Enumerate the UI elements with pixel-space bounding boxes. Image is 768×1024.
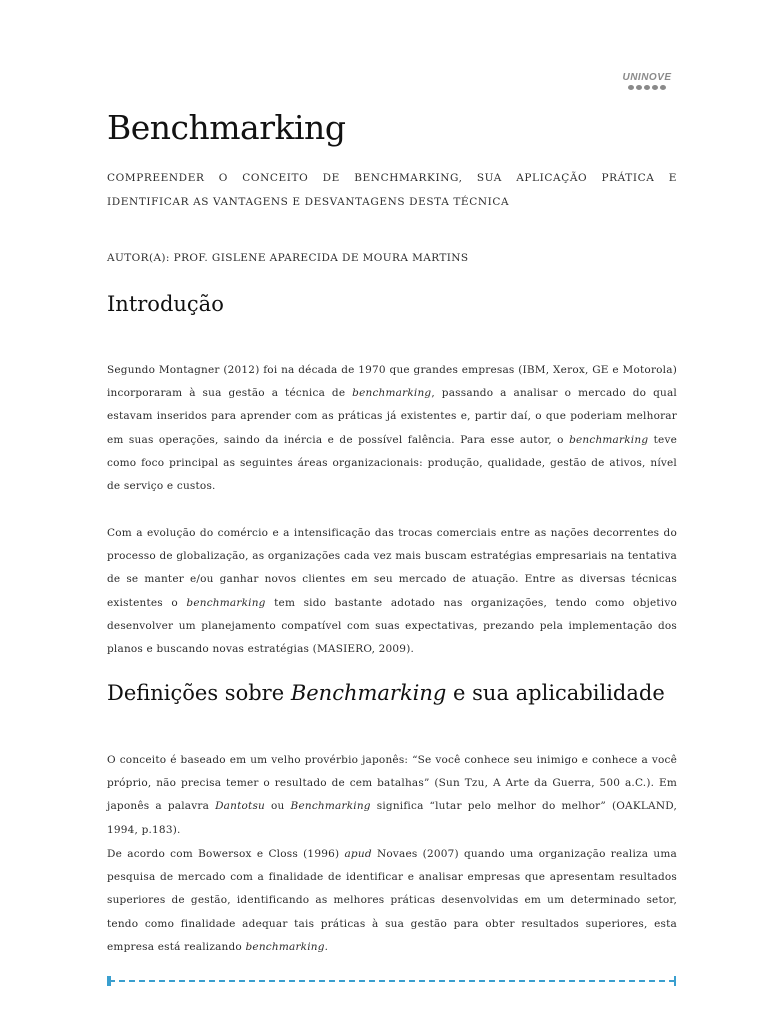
- uninove-logo: [612, 72, 682, 90]
- paragraph-intro-2: Com a evolução do comércio e a intensificação das trocas comerciais entre as nações decorrentes do processo de globalização, as organizações cada vez mais buscam estratégias empresariais na tentativa de se manter e/ou ganhar novos clientes em seu mercado de atuação. Entre as diversas técnicas existentes o benchmarking tem sido bastante adotado nas organizações, tendo como objetivo desenvolver um planejamento compatível com suas expectativas, prezando pela implementação dos planos e buscando novas estratégias (MASIERO, 2009).: [107, 527, 677, 656]
- document-title: Benchmarking: [107, 108, 346, 147]
- logo-dots: [612, 85, 682, 90]
- footer-right-marker: [674, 976, 676, 986]
- section-heading-introducao: Introdução: [107, 292, 224, 316]
- document-author: AUTOR(A): PROF. GISLENE APARECIDA DE MOURA MARTINS: [107, 252, 469, 264]
- paragraph-intro-1: Segundo Montagner (2012) foi na década de 1970 que grandes empresas (IBM, Xerox, GE e Motorola) incorporaram à sua gestão a técnica de benchmarking, passando a analisar o mercado do qual estavam inseridos para aprender com as práticas já existentes e, partir daí, o que poderiam melhorar em suas operações, saindo da inércia e de possível falência. Para esse autor, o benchmarking teve como foco principal as seguintes áreas organizacionais: produção, qualidade, gestão de ativos, nível de serviço e custos.: [107, 364, 677, 493]
- paragraph-definicoes-2: De acordo com Bowersox e Closs (1996) apud Novaes (2007) quando uma organização realiza uma pesquisa de mercado com a finalidade de identificar e analisar empresas que apresentam resultados superiores de gestão, identificando as melhores práticas desenvolvidas em um determinado setor, tendo como finalidade adequar tais práticas à sua gestão para obter resultados superiores, esta empresa está realizando benchmarking.: [107, 848, 677, 953]
- document-subtitle: COMPREENDER O CONCEITO DE BENCHMARKING, SUA APLICAÇÃO PRÁTICA E IDENTIFICAR AS VANTAGENS E DESVANTAGENS DESTA TÉCNICA: [107, 172, 677, 208]
- section-heading-definicoes: Definições sobre Benchmarking e sua aplicabilidade: [107, 681, 665, 705]
- footer-dashed-rule: [109, 980, 675, 982]
- paragraph-definicoes-1: O conceito é baseado em um velho provérbio japonês: “Se você conhece seu inimigo e conhece a você próprio, não precisa temer o resultado de cem batalhas” (Sun Tzu, A Arte da Guerra, 500 a.C.). Em japonês a palavra Dantotsu ou Benchmarking significa “lutar pelo melhor do melhor” (OAKLAND, 1994, p.183).: [107, 754, 677, 836]
- logo-text: UNINOVE: [622, 72, 672, 83]
